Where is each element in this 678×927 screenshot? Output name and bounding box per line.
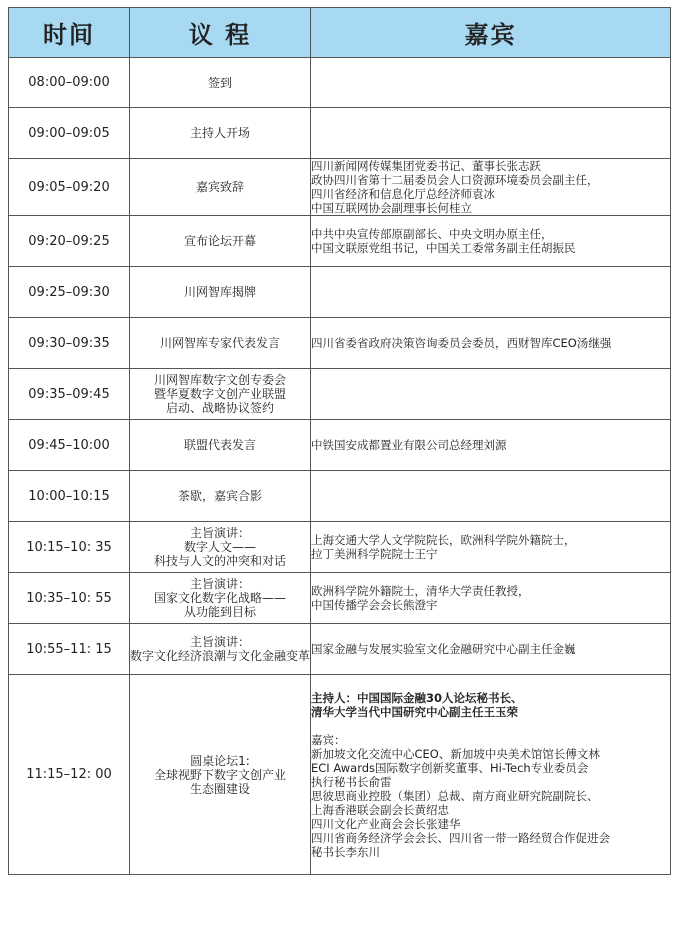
host-line: 清华大学当代中国研究中心副主任王玉荣 <box>311 704 518 719</box>
guest-line: 中国传播学会会长熊澄宇 <box>311 598 438 612</box>
guest-line: 中国文联原党组书记，中国关工委常务副主任胡振民 <box>311 241 576 255</box>
guests-cell <box>311 369 671 420</box>
guest-line: 拉丁美洲科学院院士王宁 <box>311 547 438 561</box>
table-row <box>9 624 671 675</box>
table-row <box>9 369 671 420</box>
guests-cell <box>311 58 671 108</box>
topic-line: 数字人文—— <box>183 540 256 554</box>
topic-cell <box>130 369 311 420</box>
header-time: 时间 <box>9 8 130 58</box>
guest-line: 政协四川省第十二届委员会人口资源环境委员会副主任， <box>311 173 599 187</box>
topic-line: 科技与人文的冲突和对话 <box>153 554 286 568</box>
table-row <box>9 471 671 522</box>
topic-cell <box>130 573 311 624</box>
guest-line: 中铁国安成都置业有限公司总经理刘源 <box>311 438 507 452</box>
topic-cell <box>130 58 311 108</box>
table-row <box>9 420 671 471</box>
guests-cell <box>311 420 671 471</box>
topic-line: 暨华夏数字文创产业联盟 <box>153 387 286 401</box>
topic-cell <box>130 675 311 875</box>
time-cell: 09:45–10:00 <box>9 420 130 471</box>
topic-cell <box>130 522 311 573</box>
guest-line: 秘书长李东川 <box>311 844 380 859</box>
guests-cell <box>311 267 671 318</box>
topic-line: 川网智库数字文创专委会 <box>153 373 286 387</box>
table-row <box>9 58 671 108</box>
topic-line: 嘉宾致辞 <box>195 180 244 194</box>
guests-cell <box>311 471 671 522</box>
topic-line: 签到 <box>207 75 232 90</box>
topic-cell <box>130 267 311 318</box>
topic-line: 圆桌论坛1: <box>190 753 250 768</box>
guest-line: 国家金融与发展实验室文化金融研究中心副主任金巍 <box>311 642 576 656</box>
host-line: 主持人：中国国际金融30人论坛秘书长、 <box>311 690 523 705</box>
topic-line: 联盟代表发言 <box>183 438 256 452</box>
spacer <box>311 719 670 733</box>
topic-line: 川网智库专家代表发言 <box>159 336 280 350</box>
time-cell: 10:35–10: 55 <box>9 573 130 624</box>
time-cell: 10:00–10:15 <box>9 471 130 522</box>
topic-line: 主旨演讲： <box>189 577 250 591</box>
time-cell: 09:30–09:35 <box>9 318 130 369</box>
topic-cell <box>130 216 311 267</box>
guest-line: 嘉宾： <box>311 732 346 747</box>
guests-cell <box>311 624 671 675</box>
guests-cell <box>311 318 671 369</box>
guest-line: 执行秘书长俞雷 <box>311 774 392 789</box>
topic-cell <box>130 318 311 369</box>
guest-line: 四川省委省政府决策咨询委员会委员，西财智库CEO汤继强 <box>311 336 612 350</box>
table-row <box>9 108 671 159</box>
topic-cell <box>130 624 311 675</box>
topic-line: 主旨演讲： <box>189 635 250 649</box>
topic-line: 数字文化经济浪潮与文化金融变革 <box>130 649 311 663</box>
time-cell: 10:15–10: 35 <box>9 522 130 573</box>
table-row <box>9 216 671 267</box>
guest-line: 思彼思商业控股（集团）总裁、南方商业研究院副院长、 <box>311 788 599 803</box>
table-row <box>9 159 671 216</box>
table-row <box>9 267 671 318</box>
table-row <box>9 675 671 875</box>
topic-line: 从功能到目标 <box>183 605 256 619</box>
topic-cell <box>130 471 311 522</box>
guest-line: 四川新闻网传媒集团党委书记、董事长张志跃 <box>311 159 541 173</box>
time-cell: 09:05–09:20 <box>9 159 130 216</box>
time-cell: 09:20–09:25 <box>9 216 130 267</box>
guest-line: 上海香港联会副会长黄绍忠 <box>311 802 449 817</box>
topic-line: 茶歇，嘉宾合影 <box>177 489 262 503</box>
header-topic: 议 程 <box>130 8 311 58</box>
topic-line: 启动、战略协议签约 <box>165 401 274 415</box>
guests-cell <box>311 675 671 875</box>
guest-line: 四川省商务经济学会会长、四川省一带一路经贸合作促进会 <box>311 830 610 845</box>
topic-line: 川网智库揭牌 <box>183 285 256 299</box>
topic-line: 国家文化数字化战略—— <box>153 591 286 605</box>
topic-line: 全球视野下数字文创产业 <box>153 767 286 782</box>
header-row <box>9 8 671 58</box>
time-cell: 08:00–09:00 <box>9 58 130 108</box>
time-cell: 11:15–12: 00 <box>9 675 130 875</box>
agenda-table <box>8 7 671 875</box>
guest-line: 欧洲科学院外籍院士，清华大学责任教授， <box>311 584 530 598</box>
guest-line: 中国互联网协会副理事长何桂立 <box>311 201 472 215</box>
time-cell: 10:55–11: 15 <box>9 624 130 675</box>
table-row <box>9 573 671 624</box>
topic-cell <box>130 420 311 471</box>
topic-cell <box>130 159 311 216</box>
table-row <box>9 522 671 573</box>
time-cell: 09:00–09:05 <box>9 108 130 159</box>
guests-cell <box>311 216 671 267</box>
guests-cell <box>311 159 671 216</box>
topic-line: 生态圈建设 <box>189 781 250 796</box>
header-guests: 嘉宾 <box>311 8 671 58</box>
guest-line: 四川省经济和信息化厅总经济师袁冰 <box>311 187 495 201</box>
guests-cell <box>311 522 671 573</box>
guests-cell <box>311 108 671 159</box>
topic-line: 宣布论坛开幕 <box>183 234 256 248</box>
guest-line: 四川文化产业商会会长张建华 <box>311 816 461 831</box>
time-cell: 09:25–09:30 <box>9 267 130 318</box>
time-cell: 09:35–09:45 <box>9 369 130 420</box>
table-row <box>9 318 671 369</box>
guest-line: 上海交通大学人文学院院长，欧洲科学院外籍院士， <box>311 533 576 547</box>
guest-line: 中共中央宣传部原副部长、中央文明办原主任， <box>311 227 553 241</box>
guests-cell <box>311 573 671 624</box>
topic-line: 主旨演讲： <box>189 526 250 540</box>
guest-line: ECI Awards国际数字创新奖董事、Hi-Tech专业委员会 <box>311 760 589 775</box>
topic-cell <box>130 108 311 159</box>
guest-line: 新加坡文化交流中心CEO、新加坡中央美术馆馆长傅文林 <box>311 746 600 761</box>
topic-line: 主持人开场 <box>189 126 250 140</box>
